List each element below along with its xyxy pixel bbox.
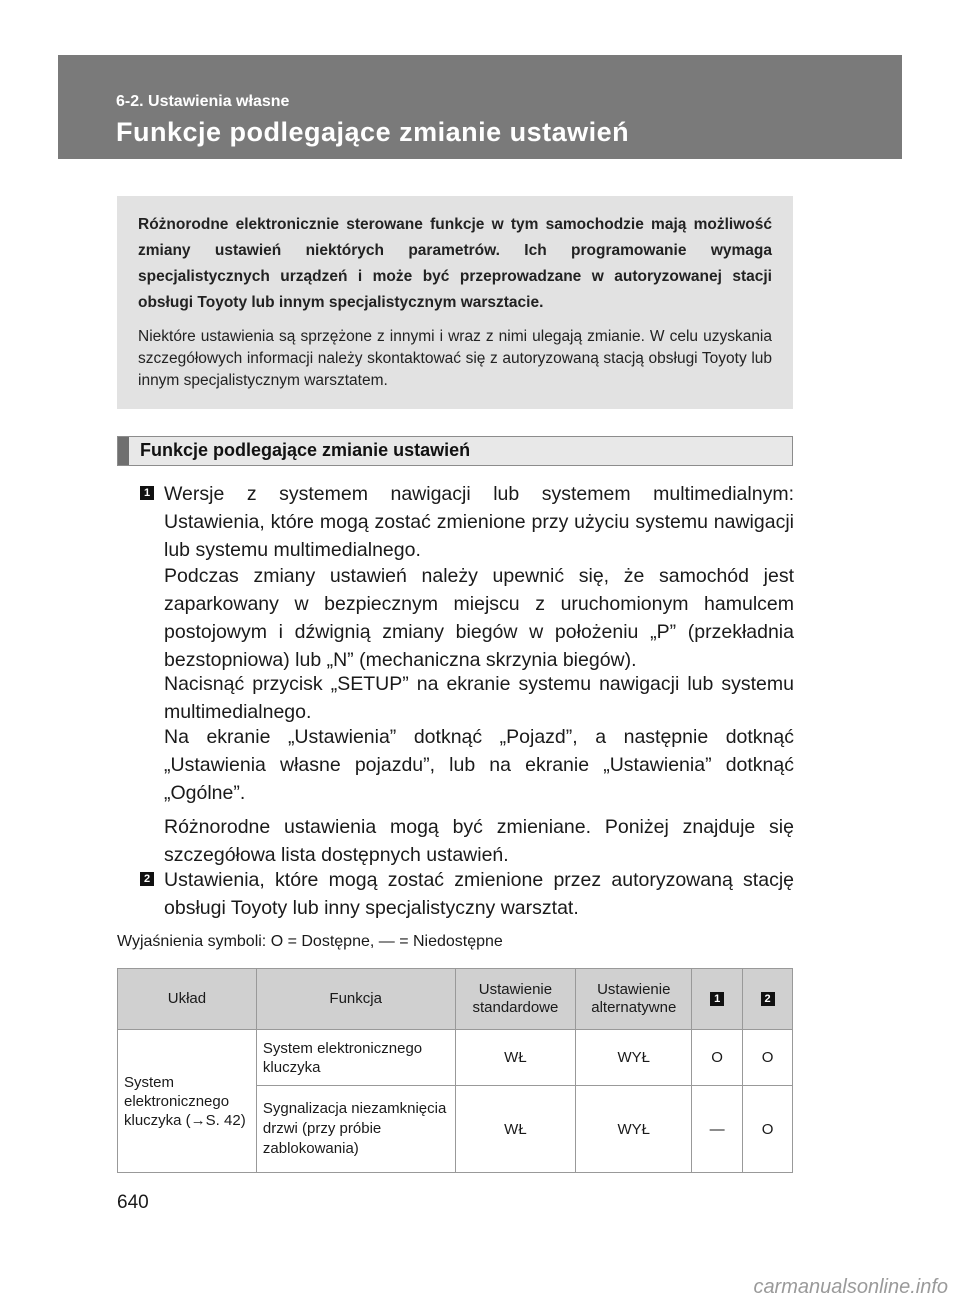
paragraph-various: Różnorodne ustawienia mogą być zmieniane. Poniżej znajduje się szczegółowa lista dostępnych ustawień. <box>164 816 794 866</box>
cell-col-2: O <box>743 1030 793 1086</box>
table-header-row <box>118 969 793 1030</box>
cell-alternative: WYŁ <box>576 1030 692 1086</box>
cell-function: System elektronicznego kluczyka <box>256 1030 455 1086</box>
chapter-header <box>58 55 902 159</box>
section-label: 6-2. Ustawienia własne <box>116 93 290 110</box>
header-uklad: Układ <box>118 969 257 1030</box>
subheading-text: Funkcje podlegające zmianie ustawień <box>140 440 471 460</box>
intro-box <box>117 196 793 409</box>
list-item-text: Ustawienia, które mogą zostać zmienione przez autoryzowaną stację obsługi Toyoty lub inny specjalistyczny warsztat. <box>164 869 794 919</box>
cell-col-2: O <box>743 1086 793 1173</box>
number-badge-1-icon: 1 <box>710 992 724 1006</box>
number-badge-2-icon: 2 <box>140 872 154 886</box>
intro-bold-text: Różnorodne elektronicznie sterowane funkcje w tym samochodzie mają możliwość zmiany ustawień niektórych parametrów. Ich programowanie wymaga specjalistycznych urządzeń i może być przeprowadzane w autoryzowanej stacji obsługi Toyoty lub innym specjalistycznym warsztacie. <box>138 216 772 311</box>
watermark: carmanualsonline.info <box>753 1276 948 1298</box>
header-alternative: Ustawienie alternatywne <box>576 969 692 1030</box>
list-item-2 <box>140 866 794 922</box>
list-item-1 <box>140 480 794 564</box>
cell-alternative: WYŁ <box>576 1086 692 1173</box>
table-row <box>118 1030 793 1086</box>
number-badge-1-icon: 1 <box>140 486 154 500</box>
cell-standard: WŁ <box>455 1086 576 1173</box>
header-funkcja: Funkcja <box>256 969 455 1030</box>
header-col-1 <box>692 969 743 1030</box>
page-title: Funkcje podlegające zmianie ustawień <box>116 117 630 147</box>
settings-table <box>117 968 793 1173</box>
subheading-bar <box>118 437 129 465</box>
header-col-2 <box>743 969 793 1030</box>
number-badge-2-icon: 2 <box>761 992 775 1006</box>
cell-system: System elektronicznego kluczyka (→S. 42) <box>118 1030 257 1173</box>
cell-col-1: O <box>692 1030 743 1086</box>
paragraph-parking: Podczas zmiany ustawień należy upewnić się, że samochód jest zaparkowany w bezpiecznym miejscu z uruchomionym hamulcem postojowym i dźwignią zmiany biegów w położeniu „P” (przekładnia bezstopniowa) lub „N” (mechaniczna skrzynia biegów). <box>164 565 794 671</box>
paragraph-setup: Nacisnąć przycisk „SETUP” na ekranie systemu nawigacji lub systemu multimedialnego. <box>164 673 794 723</box>
header-standard: Ustawienie standardowe <box>455 969 576 1030</box>
cell-standard: WŁ <box>455 1030 576 1086</box>
symbol-legend: Wyjaśnienia symboli: O = Dostępne, — = Niedostępne <box>117 933 503 950</box>
cell-function: Sygnalizacja niezamknięcia drzwi (przy próbie zablokowania) <box>256 1086 455 1173</box>
paragraph-settings: Na ekranie „Ustawienia” dotknąć „Pojazd”, a następnie dotknąć „Ustawienia własne pojazdu”, lub na ekranie „Ustawienia” dotknąć „Ogólne”. <box>164 726 794 804</box>
list-item-text: Wersje z systemem nawigacji lub systemem multimedialnym: Ustawienia, które mogą zostać zmienione przy użyciu systemu nawigacji lub systemu multimedialnego. <box>164 483 794 561</box>
cell-col-1: — <box>692 1086 743 1173</box>
page-number: 640 <box>117 1192 149 1213</box>
intro-normal-text: Niektóre ustawienia są sprzężone z innymi i wraz z nimi ulegają zmianie. W celu uzyskania szczegółowych informacji należy skontaktować się z autoryzowaną stacją obsługi Toyoty lub innym specjalistycznym warsztatem. <box>138 328 772 389</box>
subheading-box <box>117 436 793 466</box>
